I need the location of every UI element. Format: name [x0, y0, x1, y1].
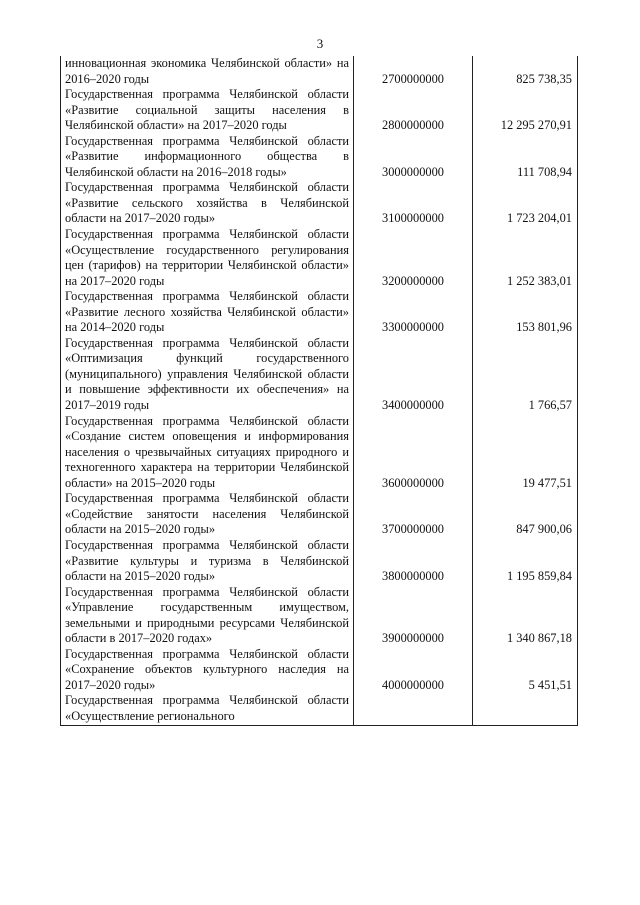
program-code-cell: 3300000000	[354, 289, 473, 336]
program-code-cell: 4000000000	[354, 647, 473, 694]
program-code-cell: 2700000000	[354, 56, 473, 87]
amount-cell: 1 766,57	[473, 336, 578, 414]
program-name-cell: Государственная программа Челябинской области «Развитие социальной защиты населения в Челябинской области» на 2017–2020 годы	[61, 87, 354, 134]
program-name-cell: Государственная программа Челябинской области «Осуществление регионального	[61, 693, 354, 725]
page-number: 3	[316, 36, 324, 51]
program-code-cell: 3000000000	[354, 134, 473, 181]
budget-table-body	[61, 56, 578, 725]
amount-cell: 1 195 859,84	[473, 538, 578, 585]
program-name-cell: Государственная программа Челябинской области «Содействие занятости населения Челябинской области на 2015–2020 годы»	[61, 491, 354, 538]
table-row	[61, 134, 578, 181]
table-row	[61, 585, 578, 647]
amount-cell: 1 723 204,01	[473, 180, 578, 227]
program-code-cell	[354, 693, 473, 725]
table-row	[61, 87, 578, 134]
amount-cell: 1 340 867,18	[473, 585, 578, 647]
table-row	[61, 289, 578, 336]
program-code-cell: 3600000000	[354, 414, 473, 492]
program-name-cell: инновационная экономика Челябинской области» на 2016–2020 годы	[61, 56, 354, 87]
program-name-cell: Государственная программа Челябинской области «Развитие лесного хозяйства Челябинской области» на 2014–2020 годы	[61, 289, 354, 336]
program-code-cell: 3200000000	[354, 227, 473, 289]
table-row	[61, 647, 578, 694]
program-code-cell: 3800000000	[354, 538, 473, 585]
amount-cell: 847 900,06	[473, 491, 578, 538]
program-name-cell: Государственная программа Челябинской области «Создание систем оповещения и информирования населения о чрезвычайных ситуациях природного и техногенного характера на территории Челябинской области» на 2015–2020 годы	[61, 414, 354, 492]
table-row	[61, 491, 578, 538]
program-name-cell: Государственная программа Челябинской области «Оптимизация функций государственного (муниципального) управления Челябинской области и повышение эффективности их обеспечения» на 2017–2019 годы	[61, 336, 354, 414]
program-code-cell: 3100000000	[354, 180, 473, 227]
program-code-cell: 3700000000	[354, 491, 473, 538]
program-name-cell: Государственная программа Челябинской области «Осуществление государственного регулирования цен (тарифов) на территории Челябинской области» на 2017–2020 годы	[61, 227, 354, 289]
table-row	[61, 414, 578, 492]
table-row	[61, 227, 578, 289]
amount-cell: 19 477,51	[473, 414, 578, 492]
program-name-cell: Государственная программа Челябинской области «Развитие сельского хозяйства в Челябинской области на 2017–2020 годы»	[61, 180, 354, 227]
amount-cell: 12 295 270,91	[473, 87, 578, 134]
program-code-cell: 3900000000	[354, 585, 473, 647]
program-name-cell: Государственная программа Челябинской области «Сохранение объектов культурного наследия на 2017–2020 годы»	[61, 647, 354, 694]
amount-cell	[473, 693, 578, 725]
program-code-cell: 2800000000	[354, 87, 473, 134]
program-name-cell: Государственная программа Челябинской области «Развитие информационного общества в Челябинской области на 2016–2018 годы»	[61, 134, 354, 181]
amount-cell: 1 252 383,01	[473, 227, 578, 289]
amount-cell: 825 738,35	[473, 56, 578, 87]
program-name-cell: Государственная программа Челябинской области «Управление государственным имуществом, земельными и природными ресурсами Челябинской области в 2017–2020 годах»	[61, 585, 354, 647]
table-row	[61, 693, 578, 725]
table-row	[61, 538, 578, 585]
amount-cell: 111 708,94	[473, 134, 578, 181]
table-row	[61, 180, 578, 227]
table-row	[61, 336, 578, 414]
program-name-cell: Государственная программа Челябинской области «Развитие культуры и туризма в Челябинской области на 2015–2020 годы»	[61, 538, 354, 585]
amount-cell: 153 801,96	[473, 289, 578, 336]
budget-table	[60, 56, 578, 726]
amount-cell: 5 451,51	[473, 647, 578, 694]
table-row	[61, 56, 578, 87]
program-code-cell: 3400000000	[354, 336, 473, 414]
